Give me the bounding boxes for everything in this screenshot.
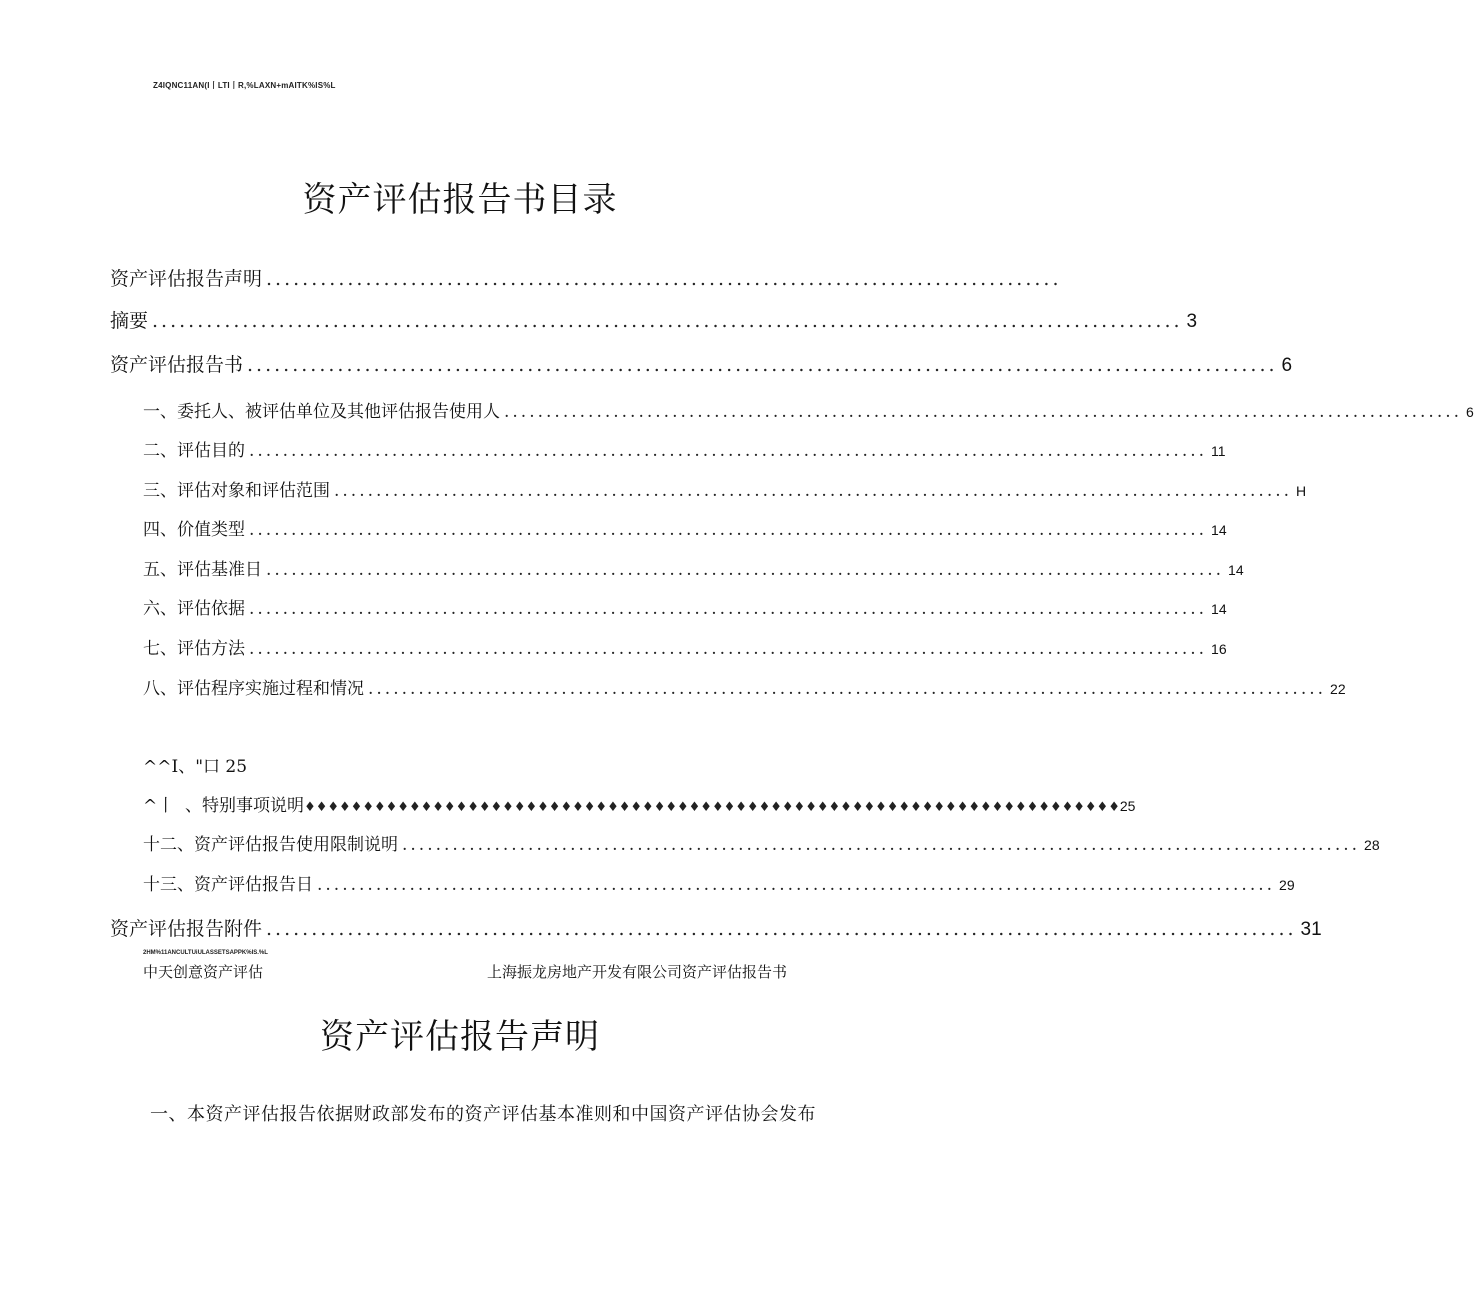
toc-entry-page: 16	[1211, 641, 1227, 657]
statement-paragraph: 一、本资产评估报告依据财政部发布的资产评估基本准则和中国资产评估协会发布	[150, 1104, 816, 1125]
toc-title: 资产评估报告书目录	[302, 180, 618, 220]
toc-entry-section-12[interactable]	[143, 830, 1380, 855]
toc-entry-section-7[interactable]	[143, 634, 1227, 659]
toc-entry-label: 摘要	[110, 310, 149, 332]
toc-entry-label: 四、价值类型	[143, 520, 245, 540]
statement-title: 资产评估报告声明	[320, 1017, 600, 1057]
toc-leader-dots: ..................................................................................................................	[249, 639, 1208, 659]
toc-entry-label: 十三、资产评估报告日	[143, 875, 313, 895]
toc-entry-label: 三、评估对象和评估范围	[143, 481, 330, 501]
toc-entry-attachments[interactable]	[110, 914, 1322, 941]
toc-entry-section-3[interactable]	[143, 476, 1307, 501]
footer-code: 2HM%11ANCULTUiULASSETSAPPK%IS.%L	[143, 950, 268, 956]
footer-report-title: 上海振龙房地产开发有限公司资产评估报告书	[487, 963, 788, 981]
toc-entry-garbled[interactable]: ^^I、"口 25	[143, 757, 248, 777]
toc-entry-label: 资产评估报告声明	[110, 268, 263, 290]
toc-entry-label: 八、评估程序实施过程和情况	[143, 679, 364, 699]
toc-entry-page: 11	[1211, 443, 1226, 459]
toc-entry-label: 五、评估基准日	[143, 560, 262, 580]
toc-entry-page: 14	[1228, 562, 1244, 578]
toc-entry-label: 一、委托人、被评估单位及其他评估报告使用人	[143, 402, 500, 422]
toc-leader-dots: ..................................................................................................................	[368, 679, 1327, 699]
toc-entry-section-5[interactable]	[143, 555, 1244, 580]
toc-entry-label: 七、评估方法	[143, 639, 245, 659]
toc-leader-dots: ..................................................................................................................	[334, 481, 1293, 501]
toc-leader-dots: ..................................................................................................................	[247, 354, 1278, 376]
toc-entry-page: 14	[1211, 601, 1227, 617]
toc-entry-page: 29	[1279, 877, 1295, 893]
toc-leader-dots: ..................................................................................................................	[152, 310, 1183, 332]
toc-leader-dots: ........................................................................................	[266, 268, 1062, 290]
toc-entry-page: H	[1296, 483, 1307, 499]
toc-leader-dots: ..................................................................................................................	[249, 441, 1208, 461]
toc-leader-dots: ..................................................................................................................	[266, 918, 1297, 940]
toc-entry-page: 6	[1281, 355, 1293, 376]
toc-leader-dots: ..................................................................................................................	[249, 599, 1208, 619]
toc-leader-dots: ..................................................................................................................	[504, 402, 1463, 422]
toc-entry-section-1[interactable]	[143, 397, 1474, 422]
toc-entry-report[interactable]	[110, 350, 1293, 377]
toc-entry-page: 14	[1211, 522, 1227, 538]
toc-entry-page: 6	[1466, 404, 1474, 420]
header-code: Z4IQNC11AN(I丨LTI丨R,%LAXN+mAITK%IS%L	[153, 81, 336, 90]
toc-entry-label: 十二、资产评估报告使用限制说明	[143, 835, 398, 855]
toc-leader-dots: ..................................................................................................................	[317, 875, 1276, 895]
toc-leader-dots: ..................................................................................................................	[266, 560, 1225, 580]
footer-company: 中天创意资产评估	[143, 963, 264, 981]
toc-leader-diamonds: ♦♦♦♦♦♦♦♦♦♦♦♦♦♦♦♦♦♦♦♦♦♦♦♦♦♦♦♦♦♦♦♦♦♦♦♦♦♦♦♦♦♦♦♦♦♦♦♦♦♦♦♦♦♦♦♦♦♦♦♦♦♦♦♦♦♦♦♦♦♦	[304, 800, 1120, 815]
toc-entry-label: 二、评估目的	[143, 441, 245, 461]
toc-entry-page: 28	[1364, 837, 1380, 853]
toc-entry-label: 资产评估报告附件	[110, 918, 263, 940]
toc-entry-label: ^丨 、特别事项说明	[143, 796, 305, 816]
toc-entry-summary[interactable]	[110, 306, 1198, 333]
toc-entry-section-4[interactable]	[143, 515, 1227, 540]
toc-entry-page: 25	[1119, 798, 1136, 814]
toc-entry-section-2[interactable]	[143, 436, 1226, 461]
toc-entry-page: 22	[1330, 681, 1346, 697]
toc-entry-special-matters[interactable]	[143, 791, 1136, 816]
toc-entry-statement[interactable]	[110, 264, 1062, 291]
toc-entry-section-6[interactable]	[143, 594, 1227, 619]
toc-leader-dots: ..................................................................................................................	[249, 520, 1208, 540]
toc-entry-section-13[interactable]	[143, 870, 1295, 895]
toc-entry-label: 资产评估报告书	[110, 354, 244, 376]
toc-entry-page: 3	[1186, 311, 1198, 332]
toc-entry-page: 31	[1300, 919, 1322, 940]
toc-entry-label: 六、评估依据	[143, 599, 245, 619]
toc-leader-dots: ..................................................................................................................	[402, 835, 1361, 855]
toc-entry-section-8[interactable]	[143, 674, 1346, 699]
